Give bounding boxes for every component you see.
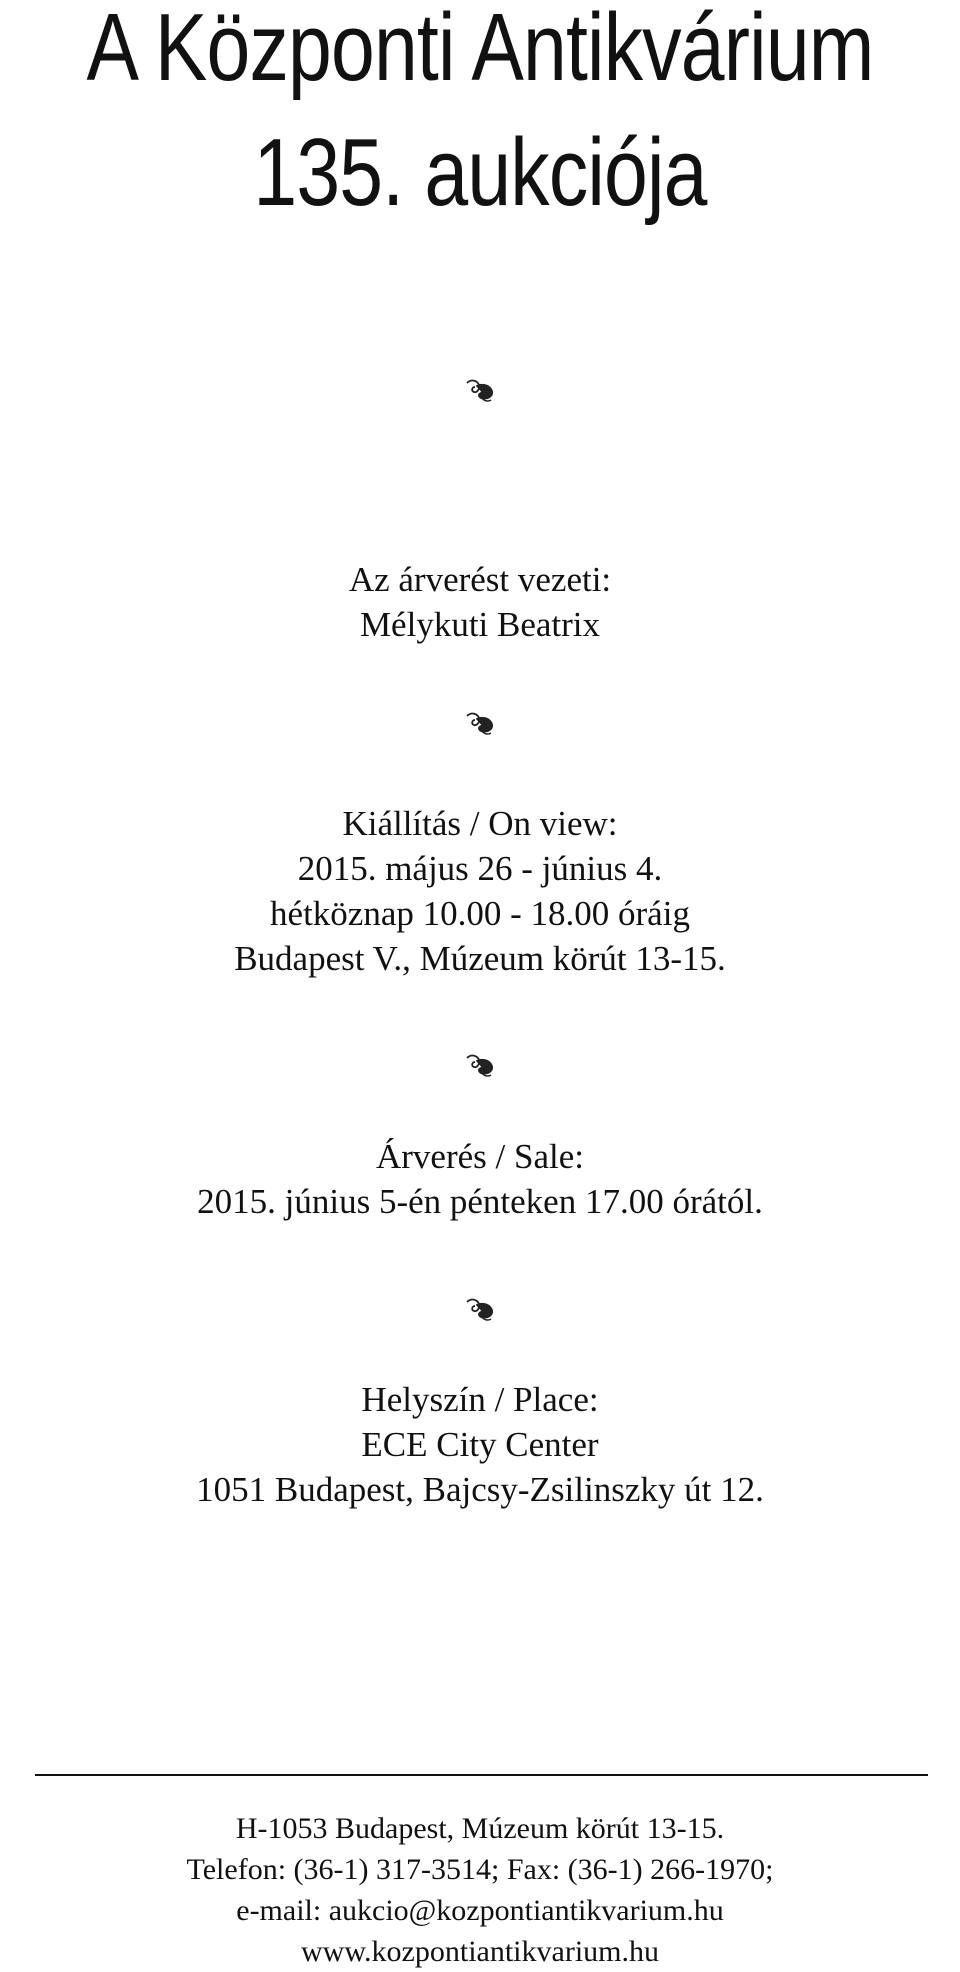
footer-address: H-1053 Budapest, Múzeum körút 13-15.	[235, 1812, 725, 1845]
footer-divider	[35, 1774, 928, 1776]
exhibition-label: Kiállítás / On view:	[342, 804, 618, 843]
sale-datetime: 2015. június 5-én pénteken 17.00 órától.	[197, 1182, 763, 1221]
sale-section	[0, 1134, 960, 1224]
footer-website: www.kozpontiantikvarium.hu	[301, 1935, 659, 1968]
floral-heart-icon	[465, 1052, 495, 1078]
sale-label: Árverés / Sale:	[376, 1137, 584, 1176]
auctioneer-name: Mélykuti Beatrix	[359, 605, 601, 644]
place-address: 1051 Budapest, Bajcsy-Zsilinszky út 12.	[196, 1470, 764, 1509]
exhibition-hours: hétköznap 10.00 - 18.00 óráig	[270, 894, 690, 933]
place-section	[0, 1377, 960, 1512]
exhibition-dates: 2015. május 26 - június 4.	[297, 849, 663, 888]
exhibition-section	[0, 801, 960, 981]
title-line-2: 135. aukciója	[253, 119, 707, 226]
title-line-1: A Központi Antikvárium	[86, 0, 874, 101]
place-venue: ECE City Center	[361, 1425, 599, 1464]
exhibition-address: Budapest V., Múzeum körút 13-15.	[234, 939, 726, 978]
footer-contact	[0, 1808, 960, 1972]
auctioneer-section	[0, 557, 960, 647]
footer-email: e-mail: aukcio@kozpontiantikvarium.hu	[236, 1894, 724, 1927]
floral-heart-icon	[465, 710, 495, 736]
floral-heart-icon	[465, 1296, 495, 1322]
place-label: Helyszín / Place:	[361, 1380, 599, 1419]
floral-heart-icon	[465, 377, 495, 403]
footer-phone-fax: Telefon: (36-1) 317-3514; Fax: (36-1) 266-1970;	[186, 1853, 774, 1886]
auctioneer-label: Az árverést vezeti:	[348, 560, 612, 599]
